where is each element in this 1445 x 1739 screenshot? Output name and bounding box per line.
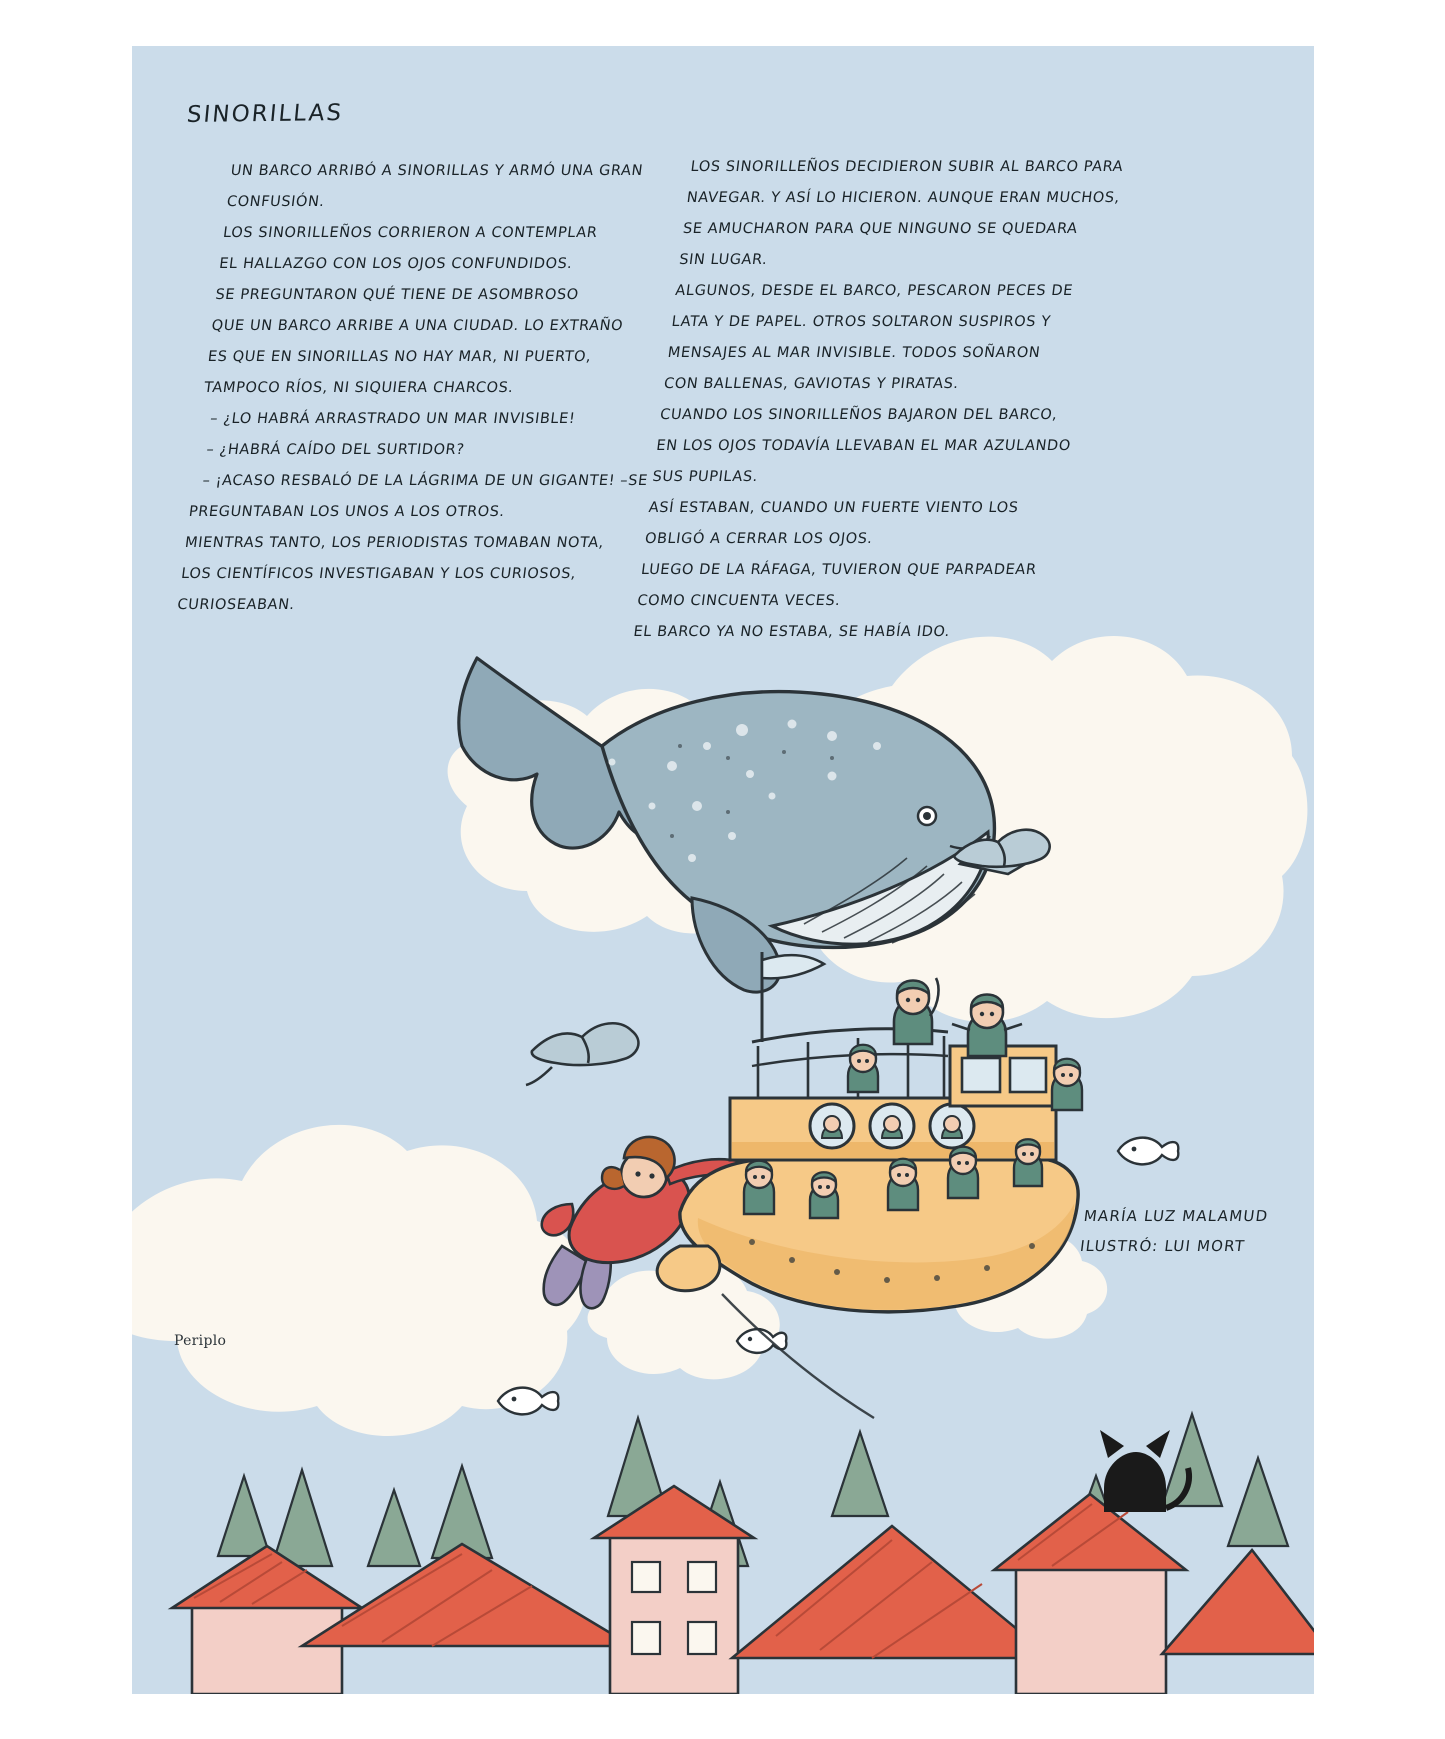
story-line: EL BARCO YA NO ESTABA, SE HABÍA IDO. [632, 624, 951, 640]
story-line: CON BALLENAS, GAVIOTAS Y PIRATAS. [662, 376, 960, 392]
story-line: TAMPOCO RÍOS, NI SIQUIERA CHARCOS. [203, 380, 515, 396]
publisher-imprint: Periplo [174, 1333, 227, 1349]
story-line: LOS CIENTÍFICOS INVESTIGABAN Y LOS CURIOSOS, [180, 566, 578, 582]
story-line: LUEGO DE LA RÁFAGA, TUVIERON QUE PARPADEAR [640, 562, 1038, 578]
story-line: MENSAJES AL MAR INVISIBLE. TODOS SOÑARON [666, 345, 1042, 361]
story-line: – ¡ACASO RESBALÓ DE LA LÁGRIMA DE UN GIGANTE! –SE [201, 473, 649, 489]
story-line: ASÍ ESTABAN, CUANDO UN FUERTE VIENTO LOS [647, 500, 1020, 516]
story-line: SUS PUPILAS. [651, 469, 759, 485]
story-line: SE AMUCHARON PARA QUE NINGUNO SE QUEDARA [682, 221, 1079, 237]
author-name: MARÍA LUZ MALAMUD [1082, 1207, 1269, 1225]
story-line: CONFUSIÓN. [225, 194, 326, 210]
story-line: EN LOS OJOS TODAVÍA LLEVABAN EL MAR AZULANDO [655, 438, 1072, 454]
story-line: – ¿HABRÁ CAÍDO DEL SURTIDOR? [205, 442, 466, 458]
story-line: LOS SINORILLEÑOS DECIDIERON SUBIR AL BARCO PARA [689, 159, 1125, 175]
illustrator-name: ILUSTRÓ: LUI MORT [1078, 1237, 1246, 1255]
credit-block [1078, 1201, 1270, 1261]
story-line: PREGUNTABAN LOS UNOS A LOS OTROS. [187, 504, 506, 520]
story-line: NAVEGAR. Y ASÍ LO HICIERON. AUNQUE ERAN MUCHOS, [685, 190, 1121, 206]
story-line: LOS SINORILLEÑOS CORRIERON A CONTEMPLAR [222, 225, 599, 241]
story-line: QUE UN BARCO ARRIBE A UNA CIUDAD. LO EXTRAÑO [210, 318, 625, 334]
story-line: UN BARCO ARRIBÓ A SINORILLAS Y ARMÓ UNA GRAN [229, 163, 644, 179]
story-line: SE PREGUNTARON QUÉ TIENE DE ASOMBROSO [214, 287, 580, 303]
book-page [132, 46, 1314, 1694]
story-text-right-column [632, 152, 1133, 648]
story-line: OBLIGÓ A CERRAR LOS OJOS. [643, 531, 874, 547]
story-text-left-column [175, 156, 649, 621]
story-line: EL HALLAZGO CON LOS OJOS CONFUNDIDOS. [218, 256, 574, 272]
page-title: SINORILLAS [185, 100, 345, 128]
story-line: CURIOSEABAN. [176, 597, 296, 613]
story-line: LATA Y DE PAPEL. OTROS SOLTARON SUSPIROS Y [670, 314, 1052, 330]
story-line: MIENTRAS TANTO, LOS PERIODISTAS TOMABAN NOTA, [184, 535, 605, 551]
story-line: ES QUE EN SINORILLAS NO HAY MAR, NI PUERTO, [206, 349, 593, 365]
story-line: COMO CINCUENTA VECES. [636, 593, 842, 609]
story-line: CUANDO LOS SINORILLEÑOS BAJARON DEL BARCO, [659, 407, 1059, 423]
story-line: – ¿LO HABRÁ ARRASTRADO UN MAR INVISIBLE! [209, 411, 577, 427]
story-line: ALGUNOS, DESDE EL BARCO, PESCARON PECES DE [674, 283, 1074, 299]
story-line: SIN LUGAR. [678, 252, 769, 268]
